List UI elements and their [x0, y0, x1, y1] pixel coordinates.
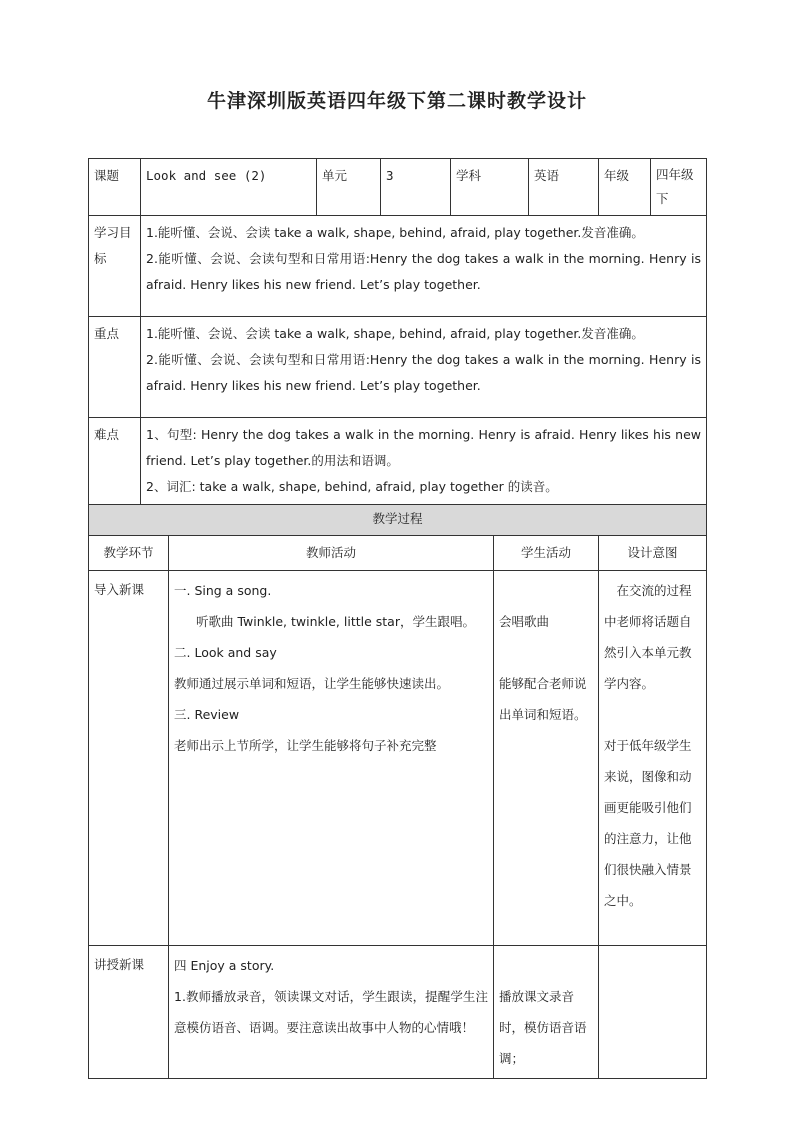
- teach-teacher: [169, 946, 494, 1079]
- difficulty-row: [89, 418, 707, 505]
- subject-value: 英语: [529, 159, 599, 216]
- intro-intent-line-1: 在交流的过程中老师将话题自然引入本单元教学内容。: [604, 583, 692, 691]
- col-header-student: 学生活动: [494, 536, 599, 571]
- goals-content: [141, 216, 707, 317]
- teach-student-line-1: 播放课文录音时，模仿语音语调；: [499, 989, 587, 1066]
- goals-line-2: 2.能听懂、会说、会读句型和日常用语:Henry the dog takes a walk in the morning. Henry is afraid. Henry likes his new friend. Let’s play together.: [146, 251, 702, 292]
- key-row: [89, 317, 707, 418]
- teach-intent: [599, 946, 707, 1079]
- process-title-row: [89, 505, 707, 536]
- topic-value: Look and see (2): [141, 159, 317, 216]
- header-row: [89, 159, 707, 216]
- topic-label: 课题: [89, 159, 141, 216]
- intro-teacher-line-6: 老师出示上节所学，让学生能够将句子补充完整: [174, 738, 437, 753]
- intro-intent: [599, 571, 707, 946]
- intro-teacher-line-4: 教师通过展示单词和短语，让学生能够快速读出。: [174, 676, 450, 691]
- goals-label: 学习目标: [89, 216, 141, 317]
- grade-value: 四年级下: [651, 159, 707, 216]
- teach-teacher-line-1: 四 Enjoy a story.: [174, 958, 275, 973]
- unit-value: 3: [381, 159, 451, 216]
- key-line-2: 2.能听懂、会说、会读句型和日常用语:Henry the dog takes a walk in the morning. Henry is afraid. Henry likes his new friend. Let’s play together.: [146, 352, 702, 393]
- teach-row: [89, 946, 707, 1079]
- unit-label: 单元: [317, 159, 381, 216]
- intro-row: [89, 571, 707, 946]
- teach-stage: 讲授新课: [89, 946, 169, 1079]
- goals-line-1: 1.能听懂、会说、会读 take a walk, shape, behind, afraid, play together.发音准确。: [146, 225, 644, 240]
- key-line-1: 1.能听懂、会说、会读 take a walk, shape, behind, afraid, play together.发音准确。: [146, 326, 644, 341]
- col-header-intent: 设计意图: [599, 536, 707, 571]
- intro-student-line-2: 能够配合老师说出单词和短语。: [499, 676, 587, 722]
- key-label: 重点: [89, 317, 141, 418]
- difficulty-content: [141, 418, 707, 505]
- teach-student: [494, 946, 599, 1079]
- intro-teacher: [169, 571, 494, 946]
- intro-student: [494, 571, 599, 946]
- process-title: 教学过程: [89, 505, 707, 536]
- intro-teacher-line-1: 一. Sing a song.: [174, 583, 272, 598]
- intro-teacher-line-5: 三. Review: [174, 707, 240, 722]
- intro-teacher-line-3: 二. Look and say: [174, 645, 277, 660]
- difficulty-label: 难点: [89, 418, 141, 505]
- intro-student-line-1: 会唱歌曲: [499, 614, 550, 629]
- grade-label: 年级: [599, 159, 651, 216]
- process-header-row: [89, 536, 707, 571]
- col-header-stage: 教学环节: [89, 536, 169, 571]
- subject-label: 学科: [451, 159, 529, 216]
- intro-teacher-line-2: 听歌曲 Twinkle, twinkle, little star，学生跟唱。: [196, 614, 475, 629]
- teach-teacher-line-2: 1.教师播放录音，领读课文对话，学生跟读，提醒学生注意模仿语音、语调。要注意读出故事中人物的心情哦！: [174, 989, 489, 1035]
- key-content: [141, 317, 707, 418]
- difficulty-line-1: 1、句型: Henry the dog takes a walk in the morning. Henry is afraid. Henry likes his new friend. Let’s play together.的用法和语调。: [146, 427, 702, 468]
- intro-stage: 导入新课: [89, 571, 169, 946]
- difficulty-line-2: 2、词汇: take a walk, shape, behind, afraid, play together 的读音。: [146, 479, 558, 494]
- intro-intent-line-2: 对于低年级学生来说，图像和动画更能吸引他们的注意力，让他们很快融入情景之中。: [604, 738, 692, 908]
- lesson-plan-table: [88, 158, 707, 1079]
- goals-row: [89, 216, 707, 317]
- col-header-teacher: 教师活动: [169, 536, 494, 571]
- document-title: 牛津深圳版英语四年级下第二课时教学设计: [206, 90, 587, 112]
